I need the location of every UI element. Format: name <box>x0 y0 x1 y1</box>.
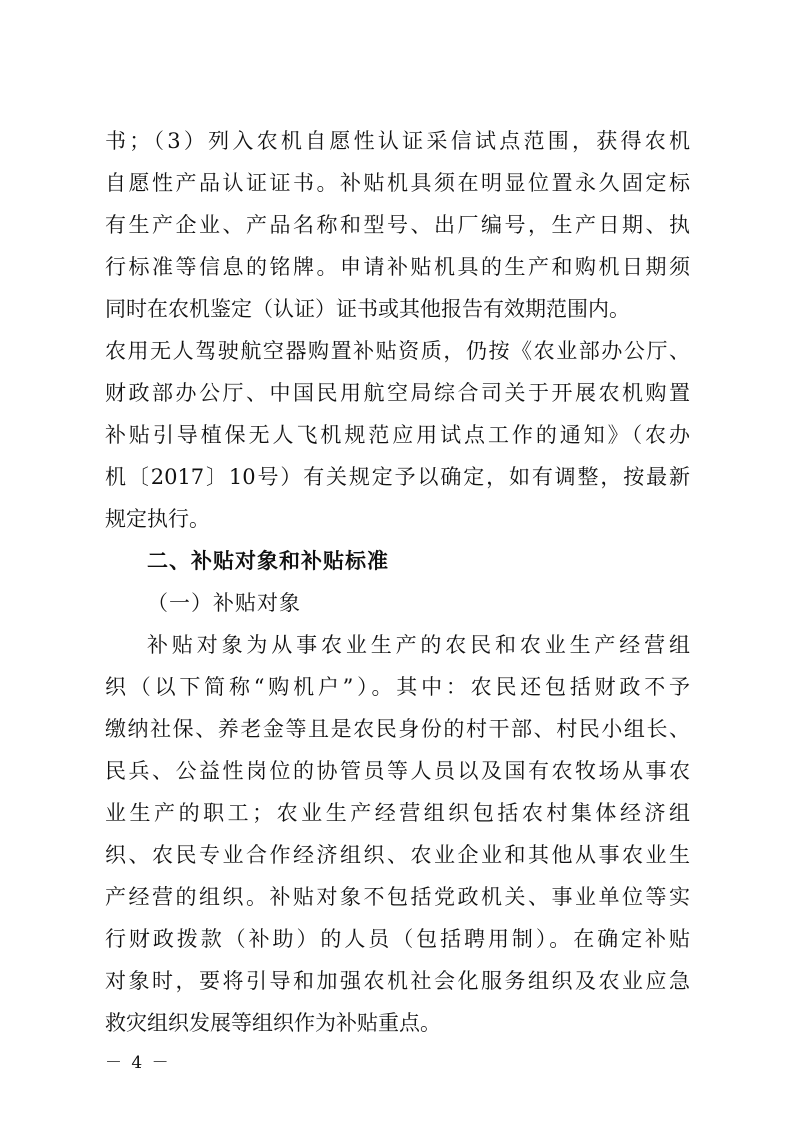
paragraph-line: 规定执行。 <box>105 507 210 531</box>
paragraph-line: 书；（3）列入农机自愿性认证采信试点范围，获得农机 <box>105 129 690 153</box>
paragraph-line: 救灾组织发展等组织作为补贴重点。 <box>105 1011 441 1035</box>
paragraph-line: 织（以下简称“购机户”）。其中：农民还包括财政不予 <box>105 675 690 699</box>
paragraph-line: 机〔2017〕10号）有关规定予以确定，如有调整，按最新 <box>105 465 690 489</box>
paragraph-line: 补贴对象为从事农业生产的农民和农业生产经营组 <box>147 633 690 657</box>
paragraph-line: 行财政拨款（补助）的人员（包括聘用制）。在确定补贴 <box>105 927 690 951</box>
page-number: － 4 － <box>105 1053 171 1073</box>
paragraph-line: 民兵、公益性岗位的协管员等人员以及国有农牧场从事农 <box>105 759 690 783</box>
paragraph-line: 织、农民专业合作经济组织、农业企业和其他从事农业生 <box>105 843 690 867</box>
paragraph-line: 有生产企业、产品名称和型号、出厂编号，生产日期、执 <box>105 213 690 237</box>
paragraph-line: 缴纳社保、养老金等且是农民身份的村干部、村民小组长、 <box>105 717 690 741</box>
paragraph-line: 补贴引导植保无人飞机规范应用试点工作的通知》（农办 <box>105 423 690 447</box>
subsection-heading: （一）补贴对象 <box>147 591 301 615</box>
paragraph-line: 农用无人驾驶航空器购置补贴资质，仍按《农业部办公厅、 <box>105 339 690 363</box>
paragraph-line: 行标准等信息的铭牌。申请补贴机具的生产和购机日期须 <box>105 255 690 279</box>
paragraph-line: 对象时，要将引导和加强农机社会化服务组织及农业应急 <box>105 969 690 993</box>
paragraph-line: 同时在农机鉴定（认证）证书或其他报告有效期范围内。 <box>105 297 630 321</box>
paragraph-line: 财政部办公厅、中国民用航空局综合司关于开展农机购置 <box>105 381 690 405</box>
paragraph-line: 产经营的组织。补贴对象不包括党政机关、事业单位等实 <box>105 885 690 909</box>
section-heading: 二、补贴对象和补贴标准 <box>147 549 389 573</box>
paragraph-line: 业生产的职工；农业生产经营组织包括农村集体经济组 <box>105 801 690 825</box>
paragraph-line: 自愿性产品认证证书。补贴机具须在明显位置永久固定标 <box>105 171 690 195</box>
